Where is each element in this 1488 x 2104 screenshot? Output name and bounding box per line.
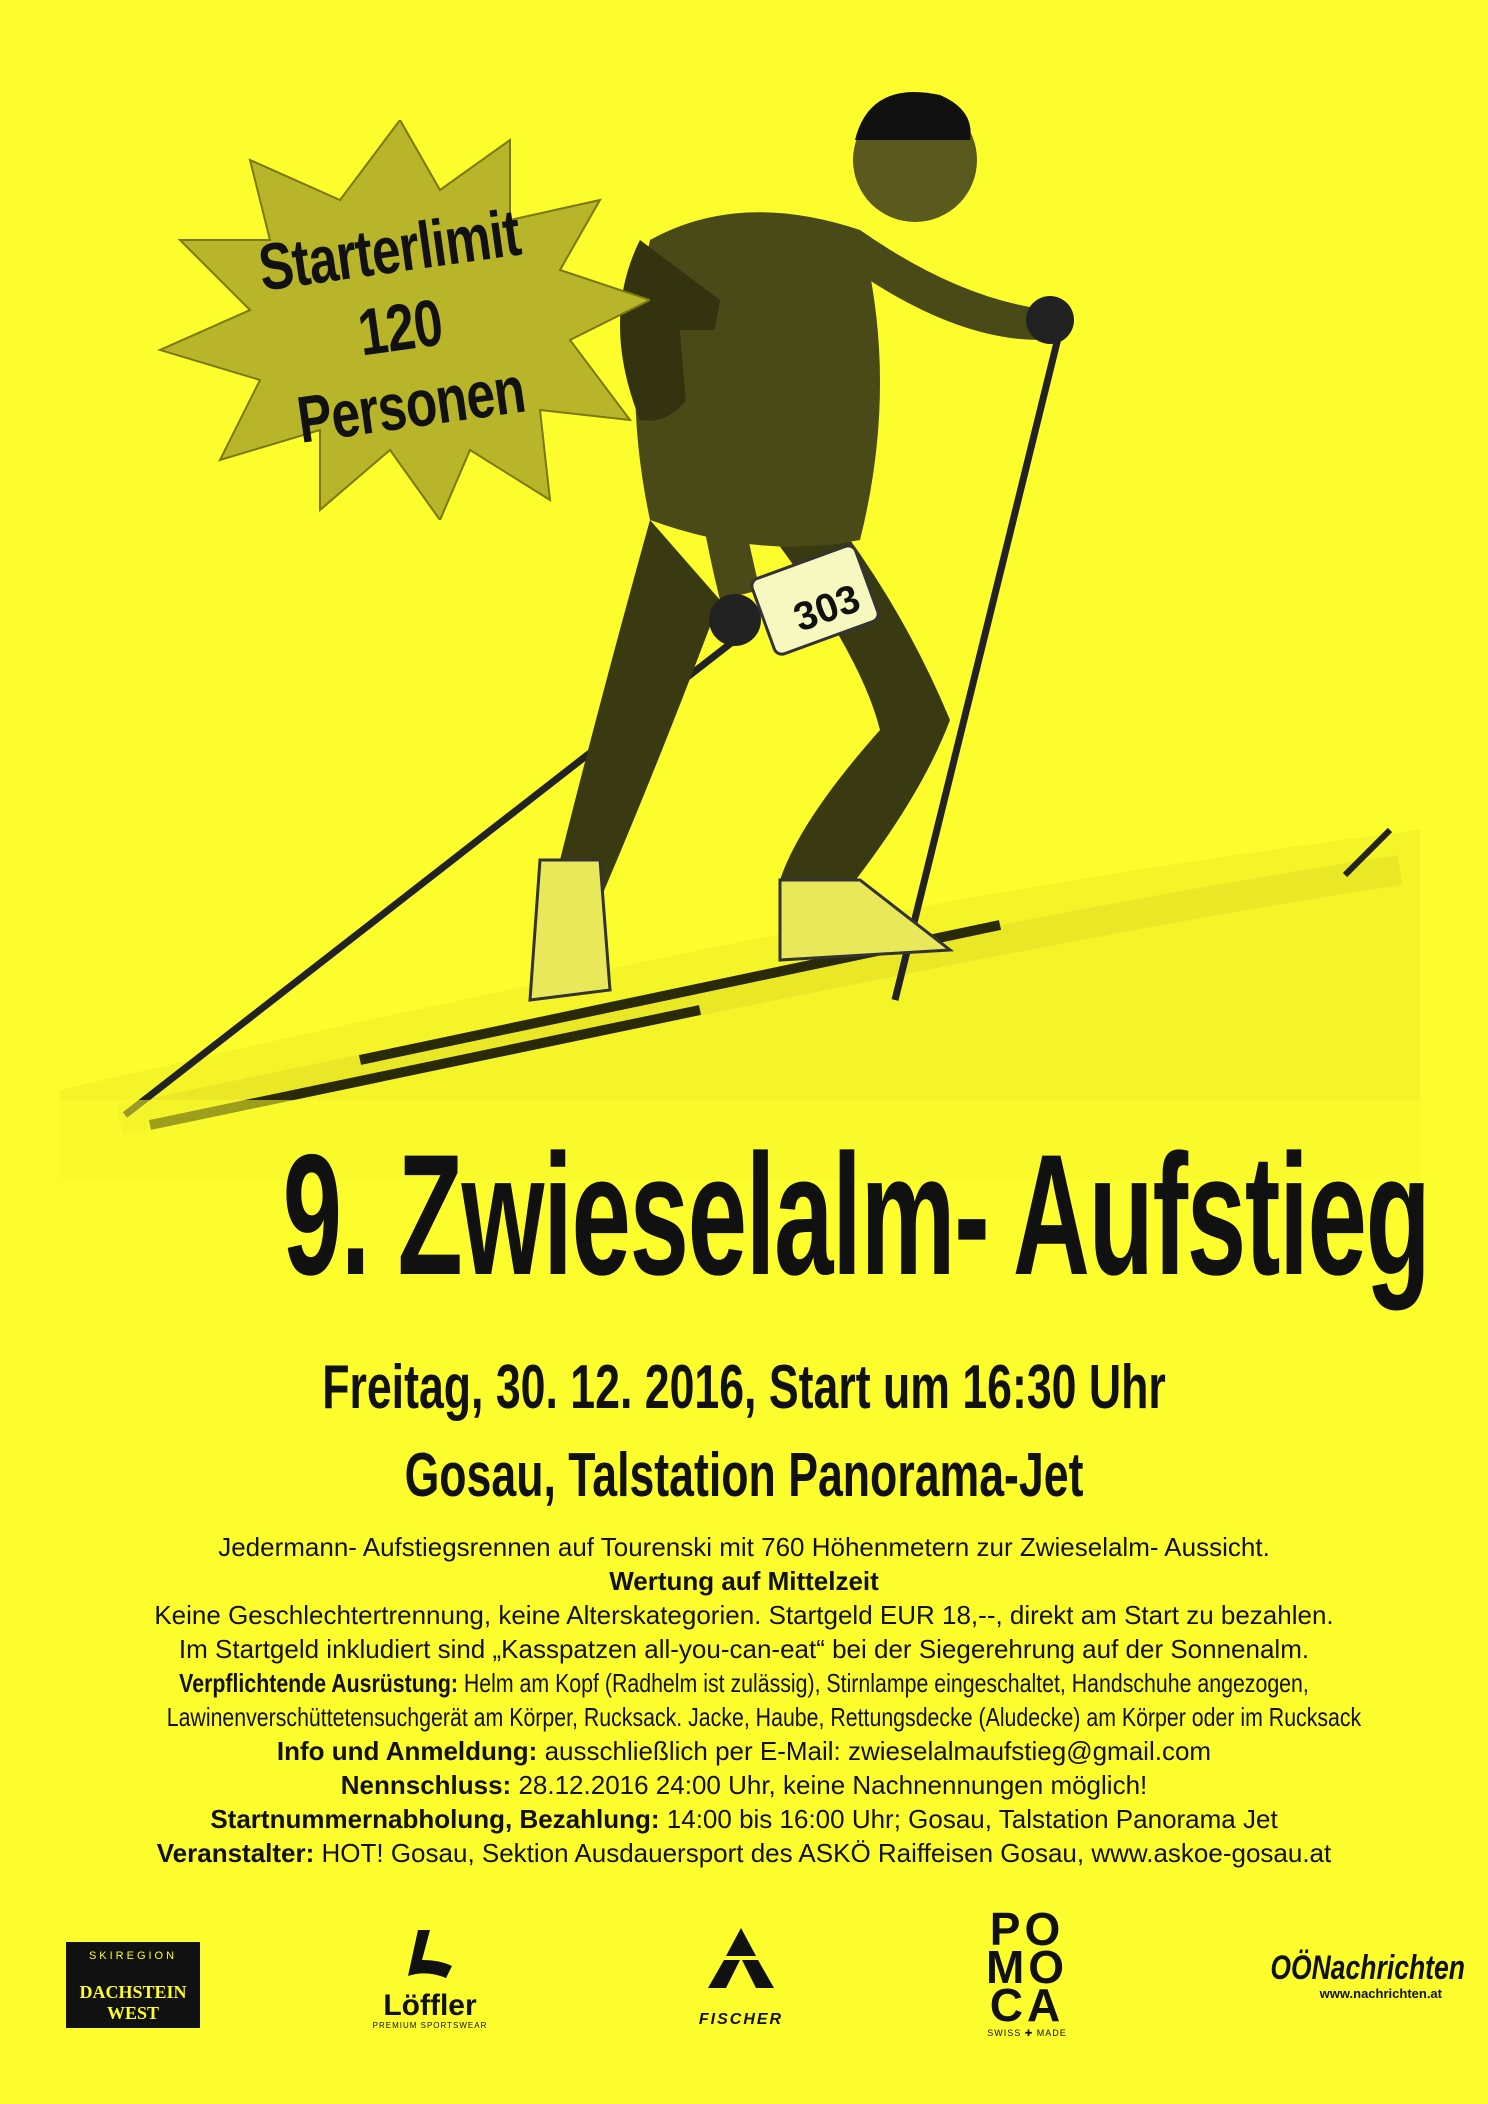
info-pickup: Startnummernabholung, Bezahlung: 14:00 bis 16:00 Uhr; Gosau, Talstation Panorama Jet <box>210 1804 1278 1834</box>
event-date: Freitag, 30. 12. 2016, Start um 16:30 Uhr <box>322 1353 1166 1422</box>
info-fees: Keine Geschlechtertrennung, keine Alterskategorien. Startgeld EUR 18,--, direkt am Start zu bezahlen. <box>154 1600 1334 1630</box>
fischer-logo: FISCHER <box>676 1926 806 2046</box>
starter-limit-line2: 120 Personen <box>292 284 530 457</box>
info-equipment-1: Verpflichtende Ausrüstung: Helm am Kopf (Radhelm ist zulässig), Stirnlampe eingeschaltet, Handschuhe angezogen, <box>179 1668 1309 1698</box>
sponsor-logos <box>0 1903 1488 2070</box>
info-scoring: Wertung auf Mittelzeit <box>609 1566 879 1596</box>
bib-number: 303 <box>788 576 866 641</box>
info-equipment-2: Lawinenverschüttetensuchgerät am Körper, Rucksack. Jacke, Haube, Rettungsdecke (Aludecke) am Körper oder im Rucksack <box>166 1702 1362 1732</box>
pomoca-logo: PO MO CA SWISS ✚ MADE <box>985 1903 1069 2038</box>
fischer-triangle-icon <box>696 1926 786 2006</box>
event-location: Gosau, Talstation Panorama-Jet <box>404 1441 1084 1510</box>
hat <box>855 92 971 140</box>
event-title: 9. Zwieselalm- Aufstieg <box>282 1119 1430 1311</box>
info-intro: Jedermann- Aufstiegsrennen auf Tourenski mit 760 Höhenmetern zur Zwieselalm- Aussicht. <box>218 1532 1270 1562</box>
info-deadline: Nennschluss: 28.12.2016 24:00 Uhr, keine Nachnennungen möglich! <box>340 1770 1148 1800</box>
starter-limit-label <box>245 192 556 463</box>
dachstein-west-logo: SKIREGION DACHSTEIN WEST GOSAU · RUSSBACH · ANNABERG <box>66 1942 200 2028</box>
glove-back <box>709 594 761 646</box>
loeffler-logo: Löffler PREMIUM SPORTSWEAR <box>370 1926 490 2046</box>
glove-front <box>1026 296 1074 344</box>
event-info <box>40 1530 1448 1870</box>
ooe-nachrichten-logo: OÖNachrichten www.nachrichten.at <box>1270 1949 1465 2001</box>
loeffler-mark-icon <box>400 1926 460 1986</box>
info-organizer: Veranstalter: HOT! Gosau, Sektion Ausdauersport des ASKÖ Raiffeisen Gosau, www.askoe-gosau.at <box>156 1838 1332 1868</box>
info-registration: Info und Anmeldung: ausschließlich per E-Mail: zwieselalmaufstieg@gmail.com <box>276 1736 1212 1766</box>
leg-back <box>560 520 720 900</box>
info-included: Im Startgeld inkludiert sind „Kasspatzen all-you-can-eat“ bei der Siegerehrung auf der Sonnenalm. <box>178 1634 1310 1664</box>
starter-limit-line1: Starterlimit <box>254 194 525 305</box>
boot-back <box>530 860 610 1000</box>
